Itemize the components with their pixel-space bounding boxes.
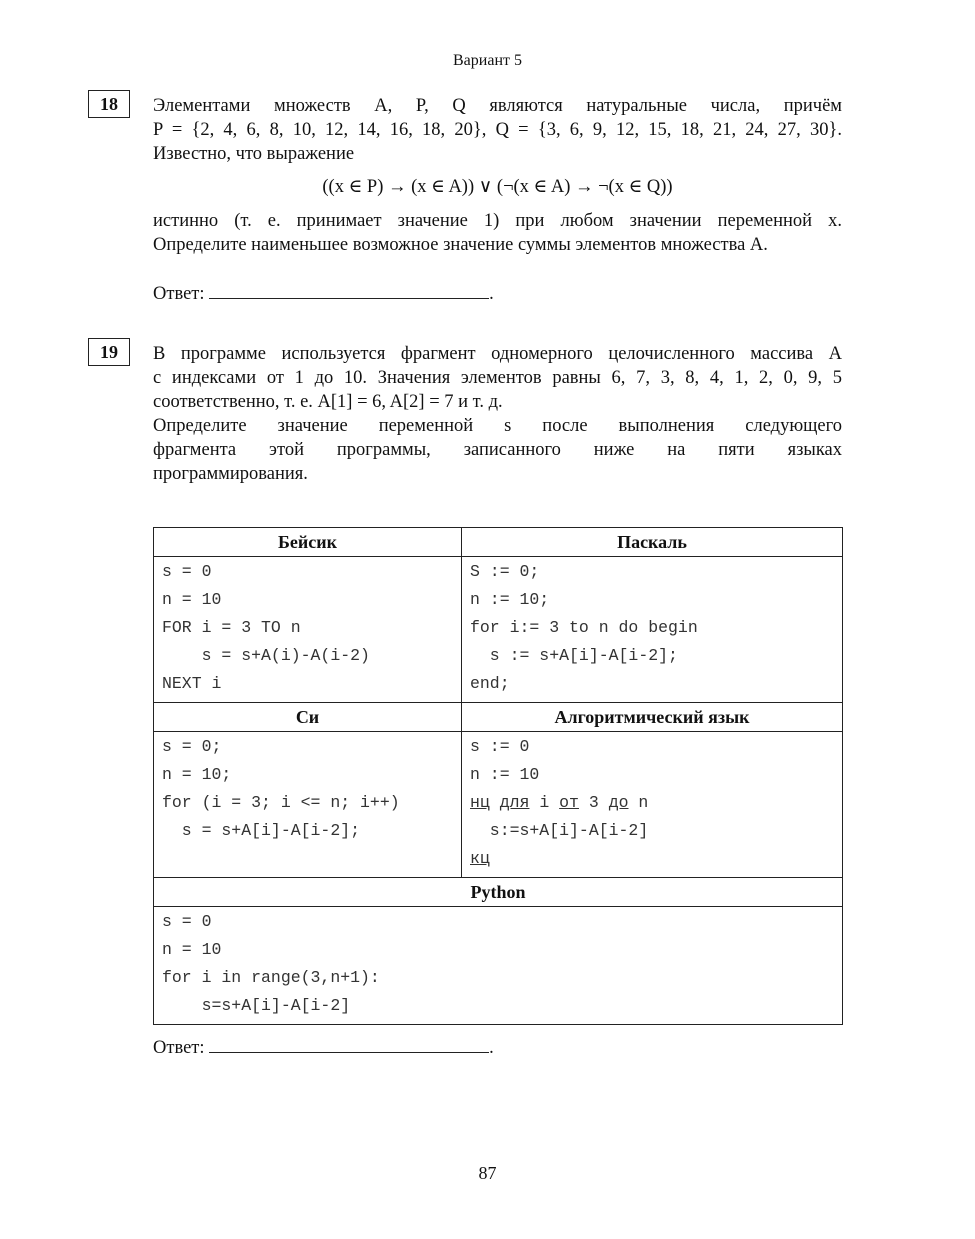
code-token: i [529, 793, 560, 812]
code-line: s := 0 [470, 737, 530, 756]
answer-field[interactable] [209, 282, 489, 299]
answer-label: Ответ: [153, 1038, 205, 1058]
task18-text-2 [153, 209, 842, 257]
page-header: Вариант 5 [453, 52, 522, 69]
task18-line: Элементами множеств A, P, Q являются натуральные числа, причём [153, 96, 842, 116]
pascal-code: S := 0; n := 10; for i:= 3 to n do begin s := s+A[i]-A[i-2]; end; [470, 562, 698, 693]
code-token: 3 [578, 793, 609, 812]
task19-line: соответственно, т. е. A[1] = 6, A[2] = 7 и т. д. [153, 392, 503, 412]
code-line: s:=s+A[i]-A[i-2] [470, 821, 649, 840]
task18-line: истинно (т. е. принимает значение 1) при любом значении переменной x. [153, 211, 842, 231]
task18-text [153, 94, 842, 166]
page-number: 87 [478, 1163, 497, 1183]
keyword: кц [470, 849, 490, 868]
task18-answer: Ответ: . [153, 284, 494, 304]
task18-formula: ((x ∈ P) → (x ∈ A)) ∨ (¬(x ∈ A) → ¬(x ∈ Q)) [322, 177, 673, 197]
basic-header: Бейсик [154, 528, 462, 557]
keyword: нц [470, 793, 490, 812]
code-line: n := 10 [470, 765, 540, 784]
task19-line: В программе используется фрагмент одномерного целочисленного массива A [153, 344, 842, 364]
task18-line: Определите наименьшее возможное значение суммы элементов множества A. [153, 235, 768, 255]
task18-line: P = {2, 4, 6, 8, 10, 12, 14, 16, 18, 20}, Q = {3, 6, 9, 12, 15, 18, 21, 24, 27, 30}. [153, 120, 842, 140]
python-code: s = 0 n = 10 for i in range(3,n+1): s=s+A[i]-A[i-2] [162, 912, 380, 1015]
c-header: Си [154, 703, 462, 732]
task-number-18: 18 [88, 90, 130, 118]
code-table [153, 527, 843, 1025]
answer-label: Ответ: [153, 284, 205, 304]
task18-line: Известно, что выражение [153, 144, 355, 164]
keyword: от [559, 793, 579, 812]
task19-answer: Ответ: . [153, 1038, 494, 1058]
basic-code: s = 0 n = 10 FOR i = 3 TO n s = s+A(i)-A(i-2) NEXT i [162, 562, 370, 693]
task19-line: программирования. [153, 464, 308, 484]
pascal-header: Паскаль [462, 528, 843, 557]
alg-code [470, 733, 834, 873]
keyword: для [499, 793, 530, 812]
task19-line: с индексами от 1 до 10. Значения элементов равны 6, 7, 3, 8, 4, 1, 2, 0, 9, 5 [153, 368, 842, 388]
task-number-19: 19 [88, 338, 130, 366]
task19-text [153, 342, 842, 486]
task19-line: фрагмента этой программы, записанного ниже на пяти языках [153, 440, 842, 460]
python-header: Python [154, 878, 843, 907]
alg-header: Алгоритмический язык [462, 703, 843, 732]
task19-line: Определите значение переменной s после выполнения следующего [153, 416, 842, 436]
c-code: s = 0; n = 10; for (i = 3; i <= n; i++) s = s+A[i]-A[i-2]; [162, 737, 400, 840]
answer-field[interactable] [209, 1036, 489, 1053]
keyword: до [608, 793, 629, 812]
code-token: n [628, 793, 649, 812]
